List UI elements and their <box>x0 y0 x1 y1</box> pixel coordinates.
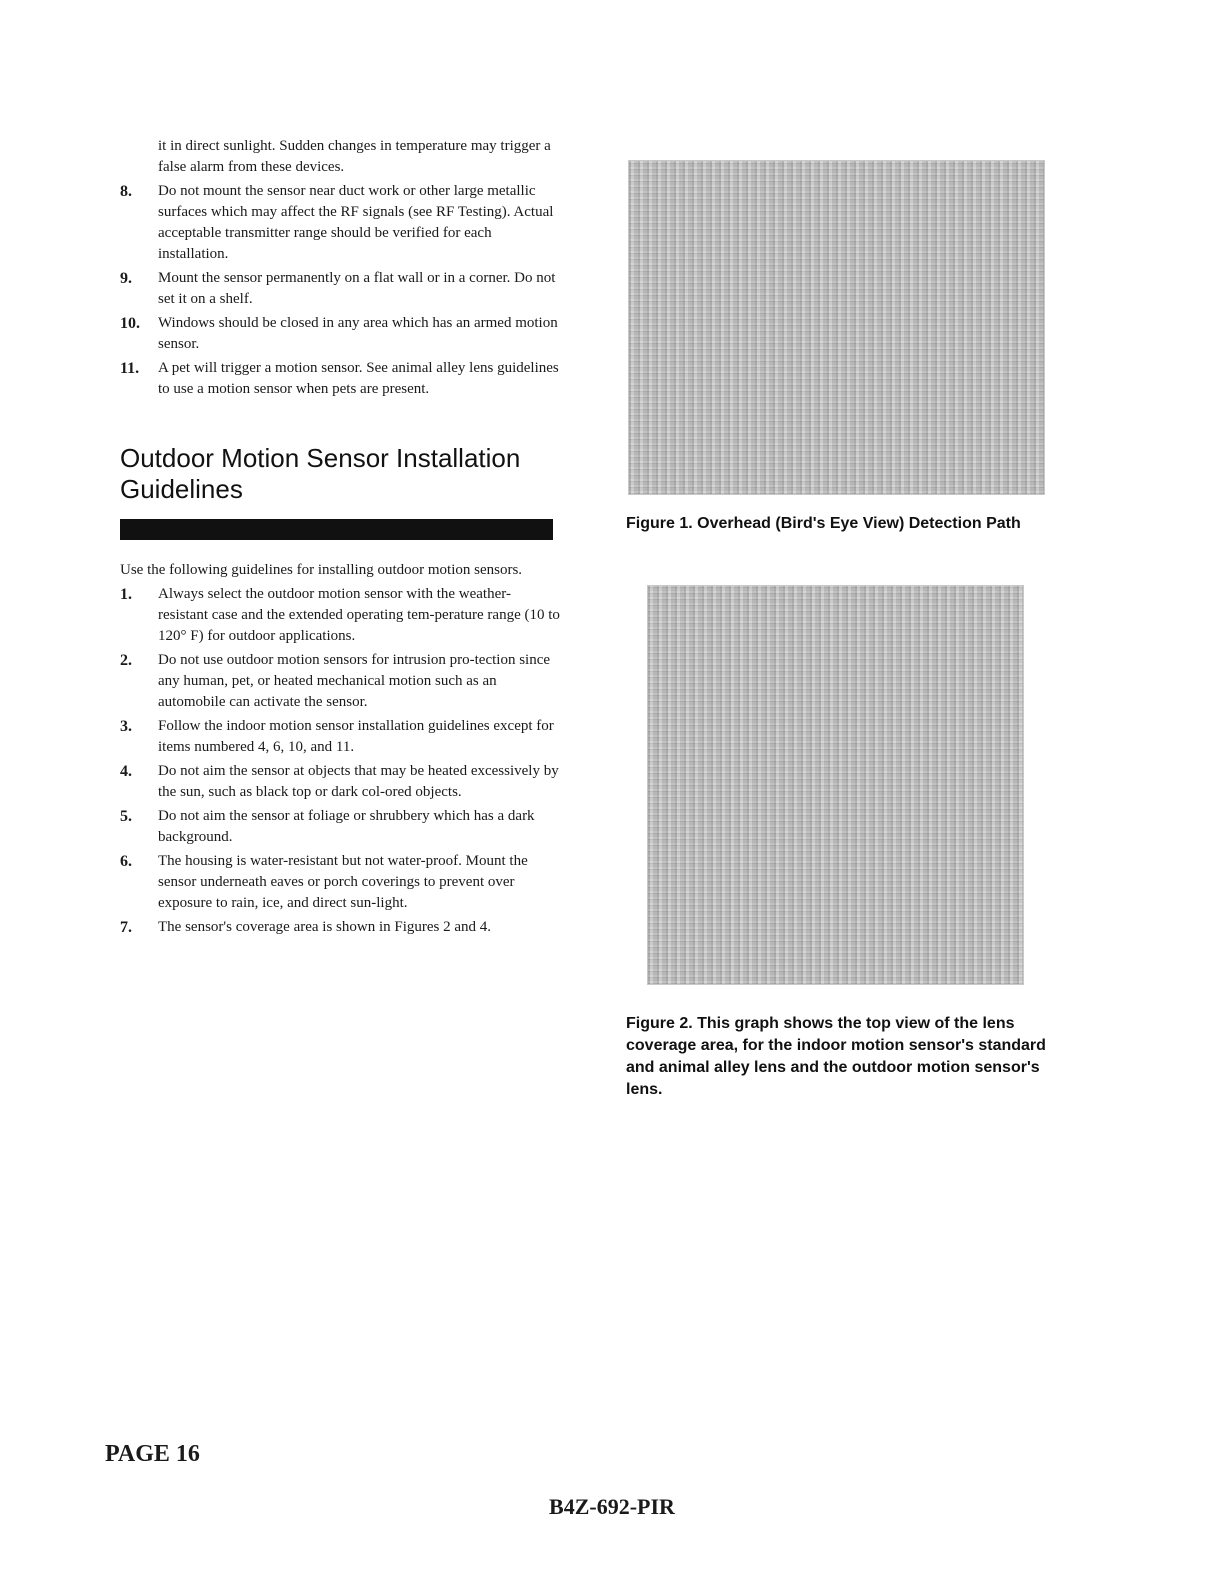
item-number: 9. <box>120 270 132 287</box>
item-number: 4. <box>120 763 132 780</box>
section-heading: Outdoor Motion Sensor Installation Guidelines <box>120 443 521 504</box>
item-text: A pet will trigger a motion sensor. See animal alley lens guidelines to use a motion sensor when pets are present. <box>158 360 559 397</box>
intro-paragraph: Use the following guidelines for installing outdoor motion sensors. <box>120 562 523 578</box>
item-text: Do not aim the sensor at objects that may be heated excessively by the sun, such as black top or dark col-ored objects. <box>158 763 559 800</box>
list-item <box>120 761 560 803</box>
item-number: 8. <box>120 183 132 200</box>
outdoor-guidelines-list <box>120 584 560 938</box>
figure-1-image <box>628 160 1045 495</box>
list-item <box>120 313 560 355</box>
right-column <box>626 160 1066 1101</box>
item-text: Follow the indoor motion sensor installation guidelines except for items numbered 4, 6, 10, and 11. <box>158 718 554 755</box>
item-number: 10. <box>120 315 140 332</box>
item-number: 1. <box>120 586 132 603</box>
item-number: 11. <box>120 360 140 377</box>
list-item <box>120 851 560 914</box>
item-number: 6. <box>120 853 132 870</box>
left-column <box>120 136 560 938</box>
continued-text: it in direct sunlight. Sudden changes in temperature may trigger a false alarm from these devices. <box>158 138 551 175</box>
item-number: 5. <box>120 808 132 825</box>
figure-2-caption: Figure 2. This graph shows the top view of the lens coverage area, for the indoor motion sensor's standard and animal alley lens and the outdoor motion sensor's lens. <box>626 1015 1046 1098</box>
item-text: Do not use outdoor motion sensors for intrusion pro-tection since any human, pet, or heated mechanical motion such as an automobile can activate the sensor. <box>158 652 551 710</box>
list-item <box>120 181 560 265</box>
page-number: PAGE 16 <box>105 1441 200 1467</box>
document-code: B4Z-692-PIR <box>549 1494 675 1519</box>
indoor-guidelines-list <box>120 181 560 400</box>
figure-1-caption: Figure 1. Overhead (Bird's Eye View) Detection Path <box>626 515 1021 532</box>
item-number: 3. <box>120 718 132 735</box>
item-text: Windows should be closed in any area which has an armed motion sensor. <box>158 315 558 352</box>
item-text: Mount the sensor permanently on a flat wall or in a corner. Do not set it on a shelf. <box>158 270 556 307</box>
item-text: The housing is water-resistant but not water-proof. Mount the sensor underneath eaves or porch coverings to prevent over exposure to rain, ice, and direct sun-light. <box>158 853 528 911</box>
list-item <box>120 716 560 758</box>
item-text: The sensor's coverage area is shown in Figures 2 and 4. <box>158 919 492 935</box>
item-text: Do not mount the sensor near duct work or other large metallic surfaces which may affect the RF signals (see RF Testing). Actual acceptable transmitter range should be verified for each installation. <box>158 183 554 262</box>
list-item <box>120 650 560 713</box>
list-item <box>120 917 560 938</box>
list-item <box>120 358 560 400</box>
item-number: 7. <box>120 919 132 936</box>
figure-2-image <box>647 585 1024 985</box>
list-item <box>120 584 560 647</box>
list-item <box>120 268 560 310</box>
heading-divider-bar <box>120 519 553 540</box>
item-text: Do not aim the sensor at foliage or shrubbery which has a dark background. <box>158 808 535 845</box>
list-item <box>120 806 560 848</box>
item-number: 2. <box>120 652 132 669</box>
item-text: Always select the outdoor motion sensor with the weather-resistant case and the extended operating tem-perature range (10 to 120° F) for outdoor applications. <box>158 586 560 644</box>
